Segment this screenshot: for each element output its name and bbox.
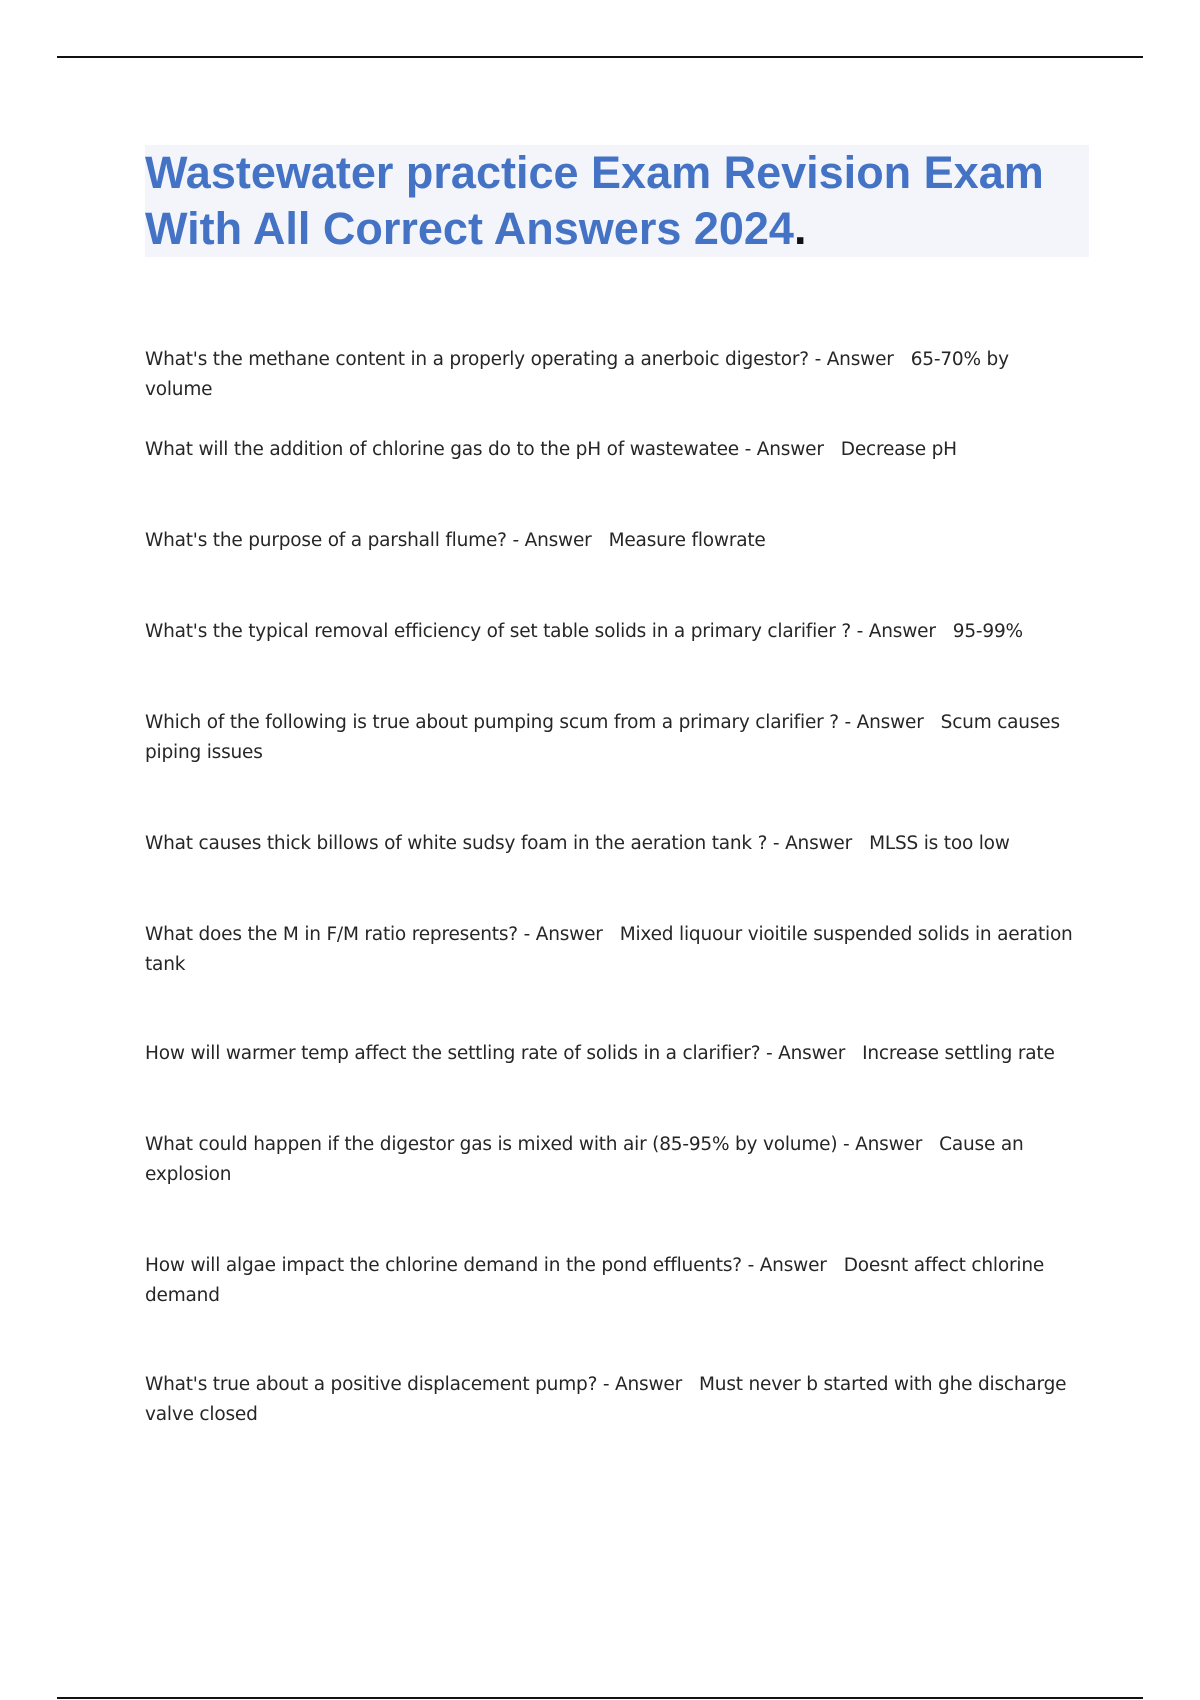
answer-text: Mixed liquour vioitile suspended solids in aeration tank xyxy=(145,924,1073,975)
qa-item xyxy=(145,829,1075,859)
qa-item xyxy=(145,345,1075,405)
qa-item xyxy=(145,1370,1075,1430)
qa-item xyxy=(145,1039,1075,1069)
header-rule xyxy=(57,56,1143,58)
question-text: What will the addition of chlorine gas do to the pH of wastewatee xyxy=(145,439,739,460)
answer-text: Scum causes piping issues xyxy=(145,712,1060,763)
document-title-text: Wastewater practice Exam Revision Exam With All Correct Answers 2024 xyxy=(145,147,1044,254)
question-text: What causes thick billows of white sudsy foam in the aeration tank ? xyxy=(145,833,768,854)
answer-label: - Answer xyxy=(760,1043,863,1064)
answer-text: Decrease pH xyxy=(840,439,957,460)
question-text: What's the purpose of a parshall flume? xyxy=(145,530,507,551)
answer-text: Increase settling rate xyxy=(862,1043,1055,1064)
qa-item xyxy=(145,617,1075,647)
question-text: What does the M in F/M ratio represents? xyxy=(145,924,518,945)
answer-label: - Answer xyxy=(741,1255,844,1276)
answer-text: Cause an explosion xyxy=(145,1134,1024,1185)
answer-label: - Answer xyxy=(767,833,870,854)
answer-text: 65-70% by volume xyxy=(145,349,1009,400)
document-title xyxy=(145,145,1089,257)
answer-text: MLSS is too low xyxy=(869,833,1010,854)
answer-text: 95-99% xyxy=(952,621,1023,642)
question-text: How will warmer temp affect the settling rate of solids in a clarifier? xyxy=(145,1043,761,1064)
qa-item xyxy=(145,1130,1075,1190)
question-text: Which of the following is true about pumping scum from a primary clarifier ? xyxy=(145,712,839,733)
question-text: What could happen if the digestor gas is mixed with air (85-95% by volume) xyxy=(145,1134,838,1155)
question-text: How will algae impact the chlorine demand in the pond effluents? xyxy=(145,1255,742,1276)
qa-item xyxy=(145,708,1075,768)
answer-label: - Answer xyxy=(808,349,911,370)
question-text: What's true about a positive displacement pump? xyxy=(145,1374,598,1395)
answer-label: - Answer xyxy=(838,712,941,733)
title-highlight xyxy=(145,145,1089,257)
answer-text: Doesnt affect chlorine demand xyxy=(145,1255,1045,1306)
question-text: What's the methane content in a properly operating a anerboic digestor? xyxy=(145,349,809,370)
document-title-period: . xyxy=(793,203,807,254)
answer-label: - Answer xyxy=(597,1374,700,1395)
answer-text: Measure flowrate xyxy=(608,530,766,551)
qa-item xyxy=(145,526,1075,556)
qa-item xyxy=(145,1251,1075,1311)
qa-item xyxy=(145,920,1075,980)
footer-rule xyxy=(57,1697,1143,1699)
answer-label: - Answer xyxy=(517,924,620,945)
answer-text: Must never b started with ghe discharge valve closed xyxy=(145,1374,1067,1425)
answer-label: - Answer xyxy=(506,530,609,551)
qa-item xyxy=(145,435,1075,465)
answer-label: - Answer xyxy=(850,621,953,642)
question-text: What's the typical removal efficiency of set table solids in a primary clarifier ? xyxy=(145,621,851,642)
answer-label: - Answer xyxy=(738,439,841,460)
answer-label: - Answer xyxy=(837,1134,940,1155)
